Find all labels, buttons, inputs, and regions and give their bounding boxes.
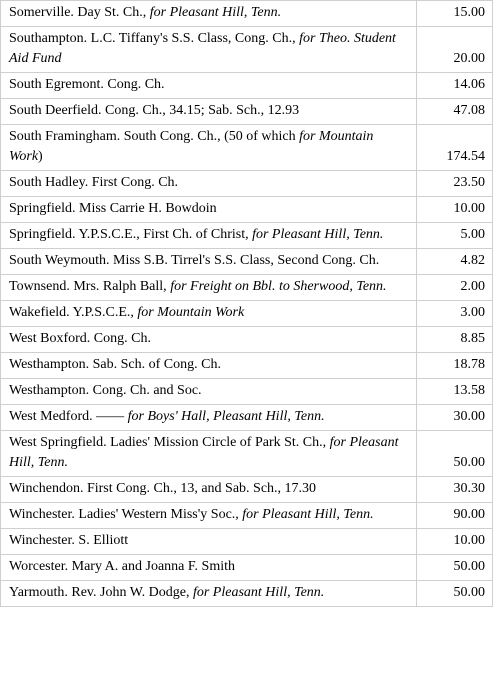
ledger-row [1, 327, 493, 353]
donor-text: Westhampton. Cong. Ch. and Soc. [9, 383, 202, 398]
donation-amount: 2.00 [417, 275, 493, 301]
donor-text: Winchester. S. Elliott [9, 533, 129, 548]
donation-amount: 50.00 [417, 555, 493, 581]
donation-amount: 47.08 [417, 99, 493, 125]
ledger-row [1, 405, 493, 431]
donation-amount: 30.00 [417, 405, 493, 431]
donation-purpose: for Pleasant Hill, Tenn. [149, 5, 282, 20]
ledger-row [1, 171, 493, 197]
ledger-row [1, 431, 493, 477]
donation-amount: 20.00 [417, 27, 493, 73]
donation-amount: 10.00 [417, 197, 493, 223]
donor-description [1, 197, 417, 223]
donor-description [1, 555, 417, 581]
donation-amount: 30.30 [417, 477, 493, 503]
donor-description [1, 249, 417, 275]
donation-amount: 3.00 [417, 301, 493, 327]
donor-description [1, 327, 417, 353]
donor-text: South Egremont. Cong. Ch. [9, 77, 165, 92]
donor-text: Winchendon. First Cong. Ch., 13, and Sab. Sch., 17.30 [9, 481, 317, 496]
donation-amount: 15.00 [417, 1, 493, 27]
donor-text-suffix: ) [38, 149, 43, 164]
donation-amount: 8.85 [417, 327, 493, 353]
donor-description [1, 223, 417, 249]
donor-text: Wakefield. Y.P.S.C.E., [9, 305, 138, 320]
donation-amount: 90.00 [417, 503, 493, 529]
donation-purpose: for Pleasant Hill, Tenn. [252, 227, 384, 242]
donor-text: Yarmouth. Rev. John W. Dodge, [9, 585, 193, 600]
donation-purpose: for Mountain Work [9, 129, 374, 164]
donor-text: Winchester. Ladies' Western Miss'y Soc., [9, 507, 243, 522]
donor-description [1, 275, 417, 301]
ledger-row [1, 477, 493, 503]
donor-description [1, 1, 417, 27]
ledger-row [1, 529, 493, 555]
donor-text: South Framingham. South Cong. Ch., (50 of which [9, 129, 300, 144]
donation-purpose: for Pleasant Hill, Tenn. [192, 585, 325, 600]
donation-purpose: for Boys' Hall, Pleasant Hill, Tenn. [127, 409, 325, 424]
donor-description [1, 73, 417, 99]
ledger-row [1, 223, 493, 249]
donor-description [1, 99, 417, 125]
donor-description [1, 301, 417, 327]
donation-purpose: for Freight on Bbl. to Sherwood, Tenn. [170, 279, 387, 294]
donor-text: South Weymouth. Miss S.B. Tirrel's S.S. Class, Second Cong. Ch. [9, 253, 380, 268]
donation-amount: 13.58 [417, 379, 493, 405]
donor-text: Westhampton. Sab. Sch. of Cong. Ch. [9, 357, 221, 372]
donor-text: West Medford. —— [9, 409, 128, 424]
donor-description [1, 581, 417, 607]
donation-amount: 14.06 [417, 73, 493, 99]
donor-description [1, 125, 417, 171]
ledger-row [1, 581, 493, 607]
donor-text: Springfield. Y.P.S.C.E., First Ch. of Christ, [9, 227, 253, 242]
donor-text: West Springfield. Ladies' Mission Circle of Park St. Ch., [9, 435, 330, 450]
donation-purpose: for Theo. Student Aid Fund [9, 31, 396, 66]
ledger-row [1, 301, 493, 327]
ledger-row [1, 1, 493, 27]
ledger-row [1, 503, 493, 529]
ledger-row [1, 99, 493, 125]
ledger-row [1, 125, 493, 171]
ledger-row [1, 379, 493, 405]
donor-description [1, 353, 417, 379]
ledger-body [1, 1, 493, 607]
donation-amount: 50.00 [417, 581, 493, 607]
donation-amount: 18.78 [417, 353, 493, 379]
donor-description [1, 529, 417, 555]
donor-text: Townsend. Mrs. Ralph Ball, [9, 279, 171, 294]
ledger-row [1, 73, 493, 99]
donor-text: West Boxford. Cong. Ch. [9, 331, 151, 346]
ledger-row [1, 27, 493, 73]
donation-amount: 5.00 [417, 223, 493, 249]
donor-description [1, 405, 417, 431]
donation-amount: 4.82 [417, 249, 493, 275]
donor-text: Worcester. Mary A. and Joanna F. Smith [9, 559, 235, 574]
donor-description [1, 477, 417, 503]
donor-description [1, 503, 417, 529]
ledger-row [1, 249, 493, 275]
donation-purpose: for Pleasant Hill, Tenn. [9, 435, 399, 470]
donor-text: Springfield. Miss Carrie H. Bowdoin [9, 201, 217, 216]
ledger-row [1, 197, 493, 223]
donor-text: Somerville. Day St. Ch., [9, 5, 150, 20]
donor-text: South Hadley. First Cong. Ch. [9, 175, 179, 190]
donor-text: South Deerfield. Cong. Ch., 34.15; Sab. Sch., 12.93 [9, 103, 300, 118]
donor-description [1, 27, 417, 73]
ledger-row [1, 275, 493, 301]
donor-description [1, 379, 417, 405]
donor-description [1, 431, 417, 477]
donation-amount: 174.54 [417, 125, 493, 171]
donation-amount: 10.00 [417, 529, 493, 555]
donor-description [1, 171, 417, 197]
donation-purpose: for Pleasant Hill, Tenn. [242, 507, 374, 522]
donation-amount: 50.00 [417, 431, 493, 477]
donation-amount: 23.50 [417, 171, 493, 197]
ledger-row [1, 353, 493, 379]
donation-purpose: for Mountain Work [137, 305, 245, 320]
donor-text: Southampton. L.C. Tiffany's S.S. Class, Cong. Ch., [9, 31, 300, 46]
ledger-row [1, 555, 493, 581]
